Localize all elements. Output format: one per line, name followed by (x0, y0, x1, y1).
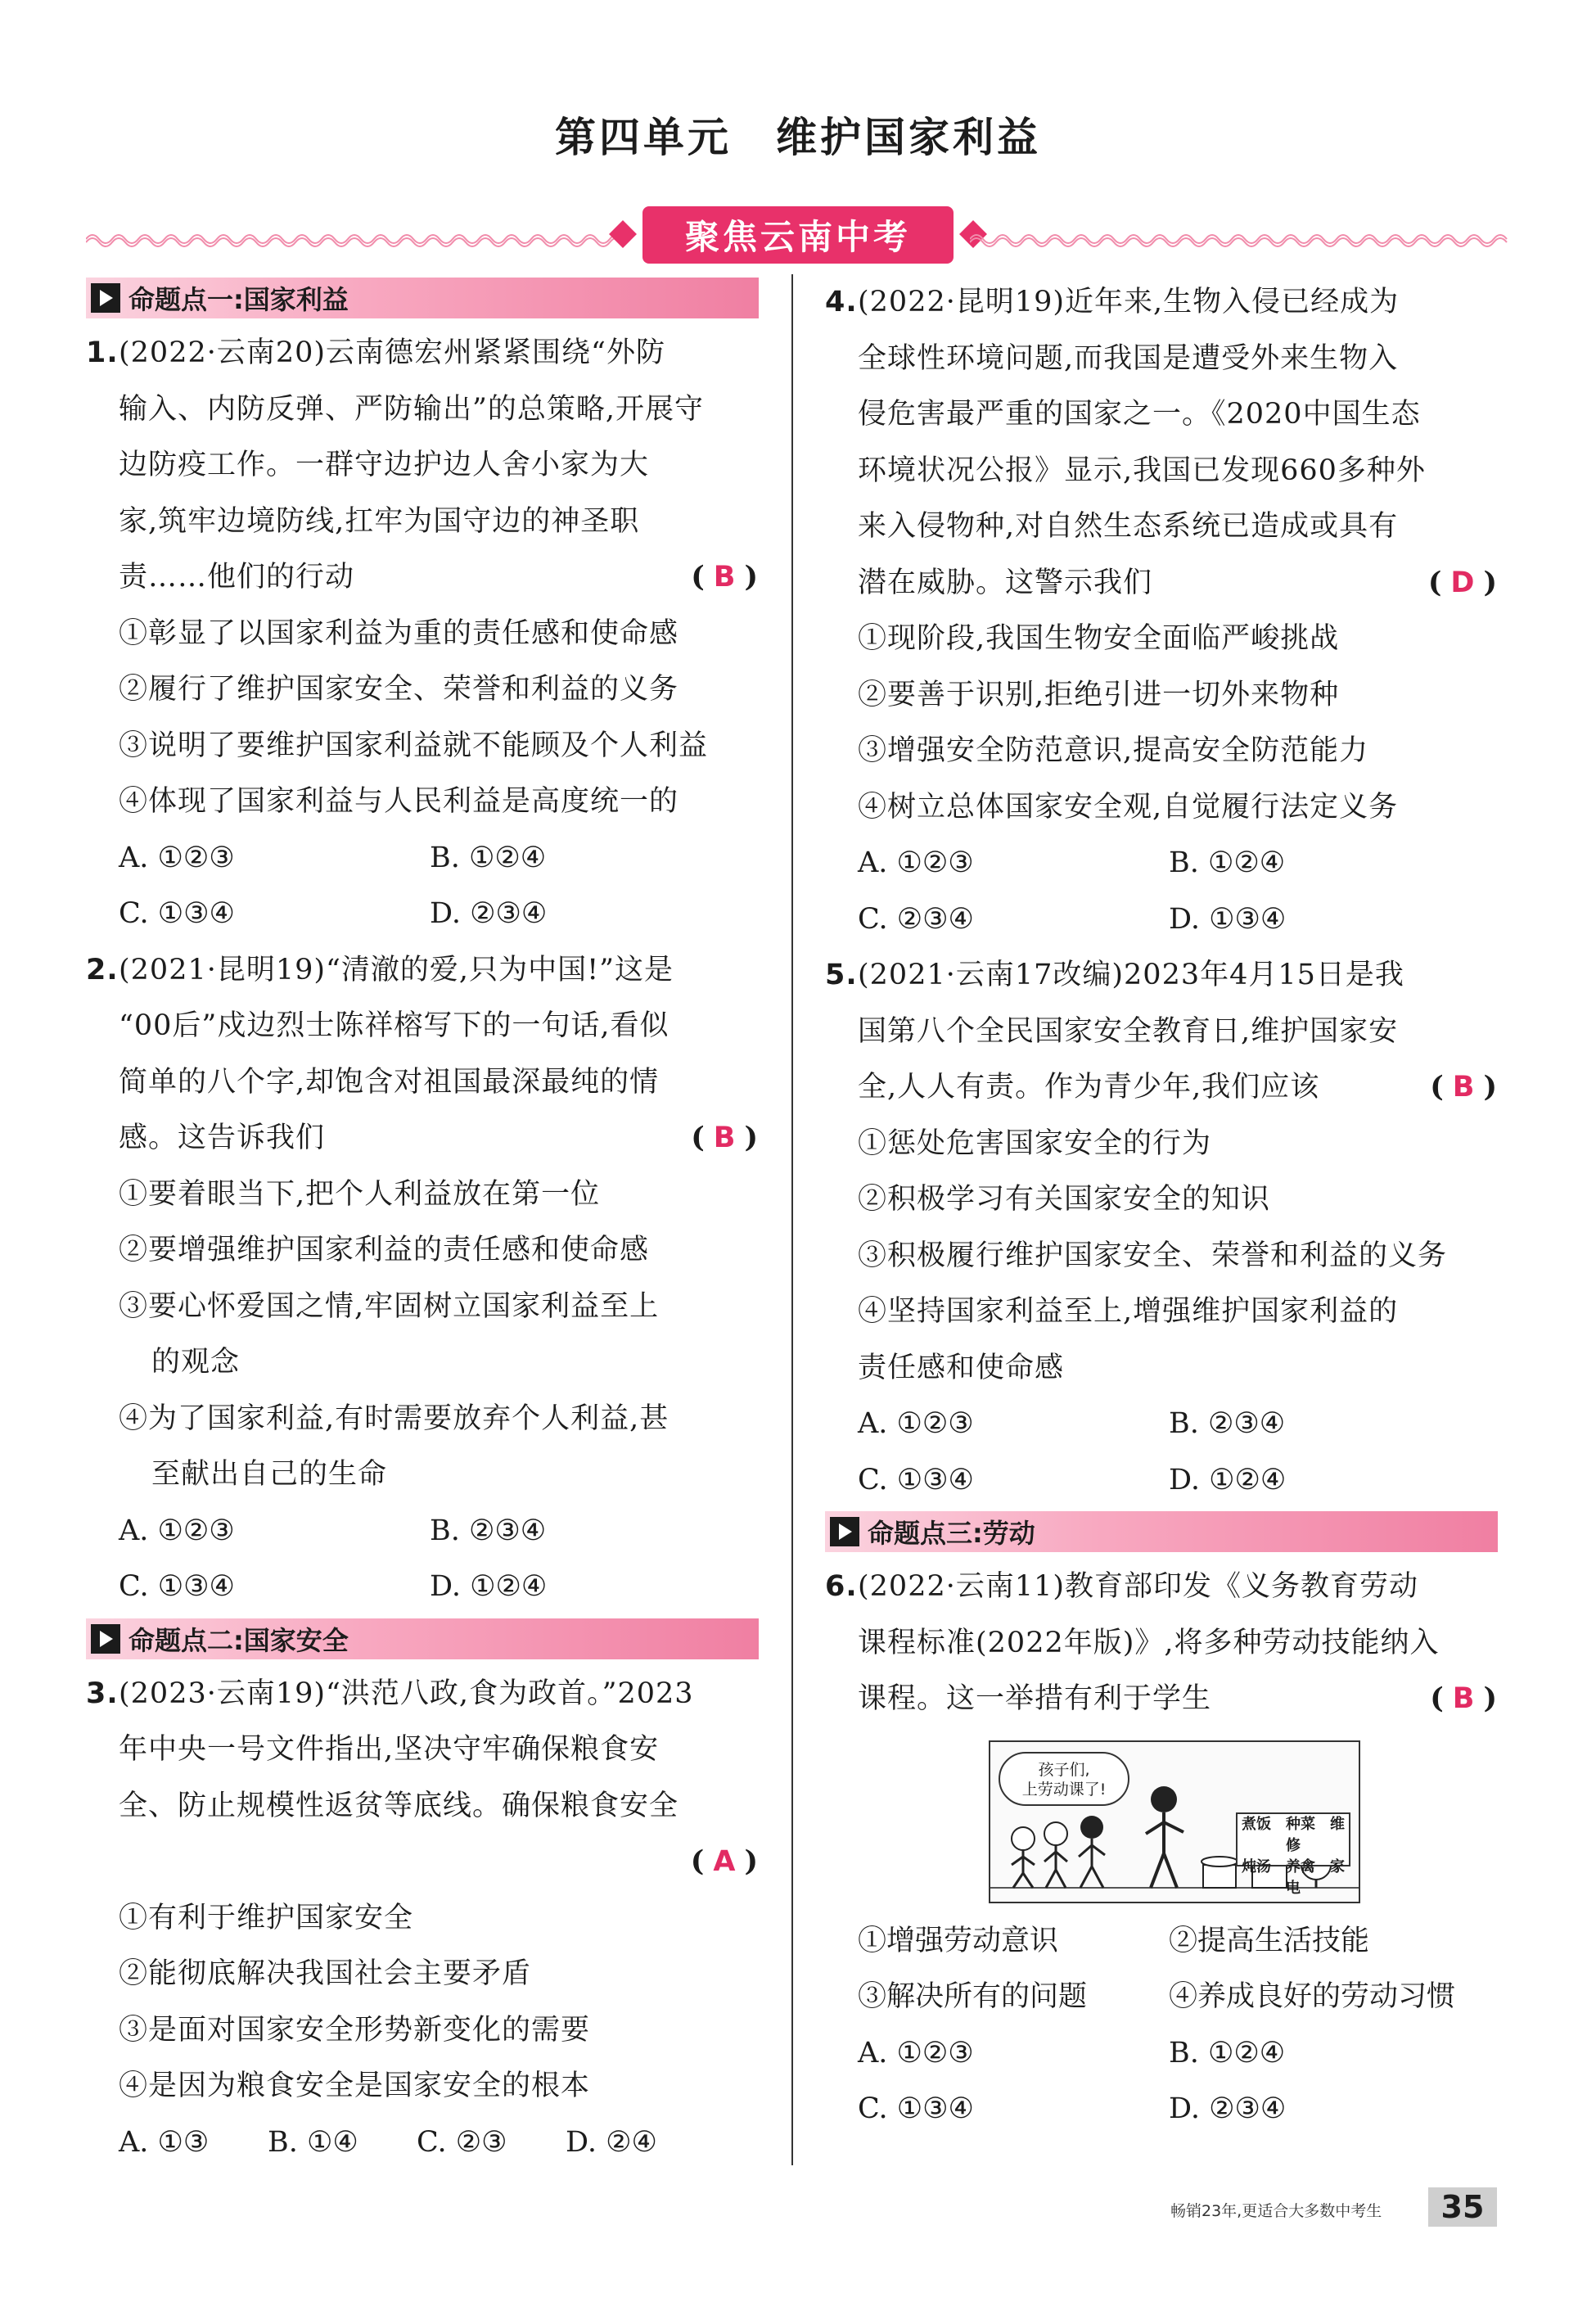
statement-item: ①惩处危害国家安全的行为 (858, 1126, 1212, 1160)
stem-line: 环境状况公报》显示,我国已发现660多种外 (858, 454, 1426, 487)
play-triangle-icon (830, 1517, 859, 1546)
stem-line: 全,人人有责。作为青少年,我们应该 (858, 1071, 1320, 1104)
sign-line: 煮饭 种菜 维修 (1242, 1815, 1345, 1854)
bubble-line: 孩子们, (1038, 1760, 1090, 1779)
statement-item: ③增强安全防范意识,提高安全防范能力 (858, 734, 1369, 767)
statement-item: ④体现了国家利益与人民利益是高度统一的 (119, 785, 679, 818)
stem-line: 边防疫工作。一群守边护边人舍小家为大 (119, 449, 650, 481)
option-b[interactable]: B. ②③④ (1169, 1407, 1286, 1440)
option-a[interactable]: A. ①②③ (858, 1407, 974, 1440)
statement-item: ①增强劳动意识 (858, 1924, 1059, 1957)
answer-letter: A (713, 1845, 737, 1878)
statement-item-continued: 至献出自己的生命 (151, 1458, 388, 1491)
stem-line: (2021·昆明19)“清澈的爱,只为中国!”这是 (119, 953, 674, 986)
option-c[interactable]: C. ①③④ (119, 897, 235, 930)
option-a[interactable]: A. ①③ (119, 2125, 210, 2159)
speech-bubble (999, 1752, 1129, 1806)
footer-slogan: 畅销23年,更适合大多数中考生 (1170, 2202, 1382, 2220)
page-number: 35 (1428, 2187, 1497, 2227)
option-a[interactable]: A. ①②③ (858, 846, 974, 879)
wavy-decoration-left (86, 231, 626, 247)
stem-line: 全、防止规模性返贫等底线。确保粮食安全 (119, 1789, 679, 1822)
stem-line: 国第八个全民国家安全教育日,维护国家安 (858, 1014, 1399, 1048)
section-title: 命题点一:国家利益 (128, 284, 349, 315)
right-column (825, 274, 1498, 2137)
statement-item: ④坚持国家利益至上,增强维护国家利益的 (858, 1295, 1399, 1328)
answer-letter: B (713, 561, 737, 594)
question-6 (825, 1559, 1498, 2137)
option-d[interactable]: D. ②④ (566, 2125, 657, 2159)
section-header-1 (86, 278, 759, 318)
question-3 (86, 1666, 759, 2171)
focus-banner-row (86, 206, 1510, 264)
option-c[interactable]: C. ①③④ (858, 1463, 974, 1496)
statement-item-continued: 的观念 (151, 1346, 241, 1379)
statement-item: ④是因为粮食安全是国家安全的根本 (119, 2070, 591, 2102)
answer-letter: D (1450, 566, 1476, 599)
stem-line: (2023·云南19)“洪范八政,食为政首。”2023 (119, 1677, 694, 1710)
option-b[interactable]: B. ①②④ (1169, 846, 1286, 879)
play-triangle-icon (91, 283, 120, 313)
question-5 (825, 947, 1498, 1508)
statement-item: ④为了国家利益,有时需要放弃个人利益,甚 (119, 1402, 670, 1435)
option-d[interactable]: D. ②③④ (430, 897, 548, 930)
answer-letter: B (713, 1122, 737, 1154)
answer-box: ( B ) (691, 1121, 759, 1154)
sign-line: 炖汤 养禽 家电 (1242, 1857, 1345, 1897)
stem-line: 年中央一号文件指出,坚决守牢确保粮食安 (119, 1733, 660, 1766)
section-title: 命题点三:劳动 (868, 1518, 1035, 1549)
statement-item: ①有利于维护国家安全 (119, 1901, 414, 1934)
left-column (86, 274, 759, 2170)
question-number: 4. (825, 286, 858, 318)
option-a[interactable]: A. ①②③ (858, 2036, 974, 2070)
stem-line: (2022·昆明19)近年来,生物入侵已经成为 (858, 286, 1400, 318)
stem-line: 来入侵物种,对自然生态系统已造成或具有 (858, 510, 1399, 543)
question-number: 5. (825, 959, 858, 991)
question-number: 6. (825, 1570, 858, 1603)
play-triangle-icon (91, 1624, 120, 1654)
stem-line: 家,筑牢边境防线,扛牢为国守边的神圣职 (119, 504, 640, 538)
statement-item: ②要善于识别,拒绝引进一切外来物种 (858, 678, 1340, 711)
statement-item: ③说明了要维护国家利益就不能顾及个人利益 (119, 729, 709, 762)
question-4 (825, 274, 1498, 947)
option-d[interactable]: D. ①②④ (1169, 1463, 1287, 1496)
question-number: 1. (86, 336, 119, 369)
statement-item: ②能彻底解决我国社会主要矛盾 (119, 1957, 532, 1990)
stem-line: “00后”戍边烈士陈祥榕写下的一句话,看似 (119, 1009, 670, 1042)
stem-line: 侵危害最严重的国家之一。《2020中国生态 (858, 398, 1421, 431)
answer-letter: B (1452, 1071, 1476, 1104)
answer-box: ( B ) (691, 560, 759, 594)
labor-class-cartoon (989, 1740, 1360, 1903)
option-b[interactable]: B. ①④ (268, 2125, 358, 2159)
option-c[interactable]: C. ②③ (417, 2125, 507, 2159)
statement-item: ④树立总体国家安全观,自觉履行法定义务 (858, 790, 1399, 824)
stem-line: 责……他们的行动 (119, 561, 355, 594)
option-d[interactable]: D. ②③④ (1169, 2092, 1287, 2125)
option-d[interactable]: D. ①③④ (1169, 902, 1287, 936)
stem-line: 课程。这一举措有利于学生 (858, 1682, 1212, 1715)
bubble-line: 上劳动课了! (1021, 1780, 1107, 1799)
stem-line: (2022·云南11)教育部印发《义务教育劳动 (858, 1570, 1419, 1603)
stem-line: (2022·云南20)云南德宏州紧紧围绕“外防 (119, 336, 665, 369)
section-title: 命题点二:国家安全 (128, 1624, 349, 1656)
stem-line: 全球性环境问题,而我国是遭受外来生物入 (858, 341, 1399, 375)
answer-box: ( B ) (1430, 1070, 1498, 1104)
skills-sign (1236, 1812, 1350, 1897)
question-number: 2. (86, 953, 119, 986)
section-header-2 (86, 1618, 759, 1659)
statement-item: ③解决所有的问题 (858, 1980, 1088, 2013)
column-divider (791, 274, 793, 2165)
page-title: 第四单元 维护国家利益 (555, 114, 1041, 161)
answer-box: ( D ) (1427, 565, 1498, 599)
option-d[interactable]: D. ①②④ (430, 1570, 548, 1603)
option-b[interactable]: B. ①②④ (1169, 2036, 1286, 2070)
statement-item: ③积极履行维护国家安全、荣誉和利益的义务 (858, 1239, 1448, 1272)
statement-item-continued: 责任感和使命感 (858, 1351, 1065, 1384)
statement-item: ③要心怀爱国之情,牢固树立国家利益至上 (119, 1289, 660, 1323)
option-a[interactable]: A. ①②③ (119, 841, 235, 874)
statement-item: ②积极学习有关国家安全的知识 (858, 1183, 1271, 1216)
focus-banner: 聚焦云南中考 (642, 206, 954, 264)
stem-line: 输入、内防反弹、严防输出”的总策略,开展守 (119, 392, 705, 426)
question-2 (86, 942, 759, 1615)
statement-item: ④养成良好的劳动习惯 (1169, 1980, 1456, 2013)
option-c[interactable]: C. ①③④ (119, 1570, 235, 1603)
answer-box: ( B ) (1430, 1681, 1498, 1715)
stem-line: 课程标准(2022年版)》,将多种劳动技能纳入 (858, 1626, 1440, 1659)
statement-item: ②要增强维护国家利益的责任感和使命感 (119, 1234, 650, 1266)
statement-item: ①现阶段,我国生物安全面临严峻挑战 (858, 622, 1340, 655)
option-a[interactable]: A. ①②③ (119, 1514, 235, 1547)
statement-item: ①彰显了以国家利益为重的责任感和使命感 (119, 616, 679, 650)
statement-item: ②提高生活技能 (1169, 1924, 1370, 1957)
option-b[interactable]: B. ②③④ (430, 1514, 547, 1547)
stem-line: (2021·云南17改编)2023年4月15日是我 (858, 959, 1404, 991)
answer-box: ( A ) (690, 1844, 759, 1878)
stem-line: 感。这告诉我们 (119, 1122, 326, 1154)
option-c[interactable]: C. ①③④ (858, 2092, 974, 2125)
statement-item: ①要着眼当下,把个人利益放在第一位 (119, 1177, 601, 1211)
statement-item: ③是面对国家安全形势新变化的需要 (119, 2013, 591, 2047)
statement-item: ②履行了维护国家安全、荣誉和利益的义务 (119, 673, 679, 706)
question-1 (86, 325, 759, 942)
question-number: 3. (86, 1677, 119, 1710)
wavy-decoration-right (970, 231, 1510, 247)
section-header-3 (825, 1511, 1498, 1552)
stem-line: 潜在威胁。这警示我们 (858, 566, 1153, 599)
option-b[interactable]: B. ①②④ (430, 841, 547, 874)
answer-letter: B (1452, 1682, 1476, 1715)
option-c[interactable]: C. ②③④ (858, 902, 974, 936)
stem-line: 简单的八个字,却饱含对祖国最深最纯的情 (119, 1065, 660, 1099)
